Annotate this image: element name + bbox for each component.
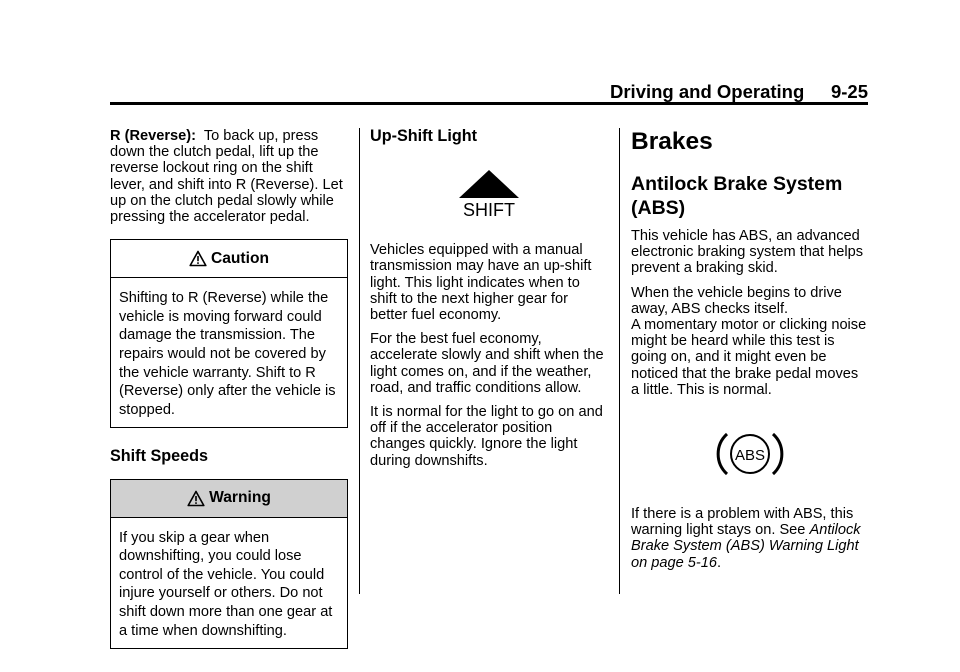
header-rule [110,102,868,105]
abs-para-4-text: If there is a problem with ABS, this warning light stays on. See [631,506,854,539]
upshift-para-3: It is normal for the light to go on and off if the accelerator position changes quickly. Ignore the light during downshifts. [370,404,603,469]
caution-body: Shifting to R (Reverse) while the vehicle is moving forward could damage the transmission. The repairs would not be covered by the vehicle warranty. Shift to R (Reverse) only after the vehicle is stopped. [119,290,336,418]
abs-para-4 [631,506,869,571]
abs-warning-light-reference[interactable]: Antilock Brake System (ABS) Warning Light on page 5-16 [631,522,861,571]
brakes-heading: Brakes [631,128,713,155]
warning-box [110,479,348,650]
abs-para-4-end: . [717,554,722,571]
warning-header [111,480,347,518]
column-divider [359,128,360,594]
upshift-para-2: For the best fuel economy, accelerate slowly and shift when the light comes on, and if the weather, road, and traffic conditions allow. [370,331,604,396]
upshift-heading: Up-Shift Light [370,127,477,145]
shift-icon-label: SHIFT [463,200,515,221]
shift-speeds-heading: Shift Speeds [110,447,209,466]
abs-para-2: When the vehicle begins to drive away, ABS checks itself. [631,284,842,317]
column-middle [370,128,608,477]
section-title: Driving and Operating [610,81,805,102]
warning-title: Warning [209,488,271,506]
reverse-text: To back up, press down the clutch pedal, lift up the reverse lockout ring on the shift lever, and shift into R (Reverse). Let up on the clutch pedal slowly while pressing the accelerator pedal. [110,128,343,226]
warning-body: If you skip a gear when downshifting, you could lose control of the vehicle. You could injure yourself or others. Do not shift down more than one gear at a time when downshifting. [119,529,333,639]
reverse-label: R (Reverse): [110,128,196,144]
caution-box [110,239,348,428]
abs-icon-label: ABS [734,447,766,465]
abs-heading: Antilock Brake System (ABS) [631,173,843,219]
column-divider [619,128,620,594]
upshift-para-1: Vehicles equipped with a manual transmission may have an up-shift light. This light indicates when to shift to the next higher gear for better fuel economy. [370,242,592,324]
shift-arrow-icon [449,168,529,220]
upshift-light-icon [370,168,608,220]
caution-header [111,240,347,278]
reverse-paragraph [110,128,348,225]
warning-icon [187,490,205,507]
abs-para-1: This vehicle has ABS, an advanced electronic braking system that helps prevent a braking skid. [631,228,863,277]
page-number: 9-25 [830,81,868,102]
abs-warning-light [631,428,869,480]
caution-title: Caution [210,249,270,267]
column-right [631,128,869,579]
column-left [110,128,348,649]
abs-icon [715,428,785,480]
abs-para-3: A momentary motor or clicking noise might be heard while this test is going on, and it might even be noticed that the brake pedal moves a little. This is normal. [631,317,867,398]
caution-icon [189,250,207,267]
